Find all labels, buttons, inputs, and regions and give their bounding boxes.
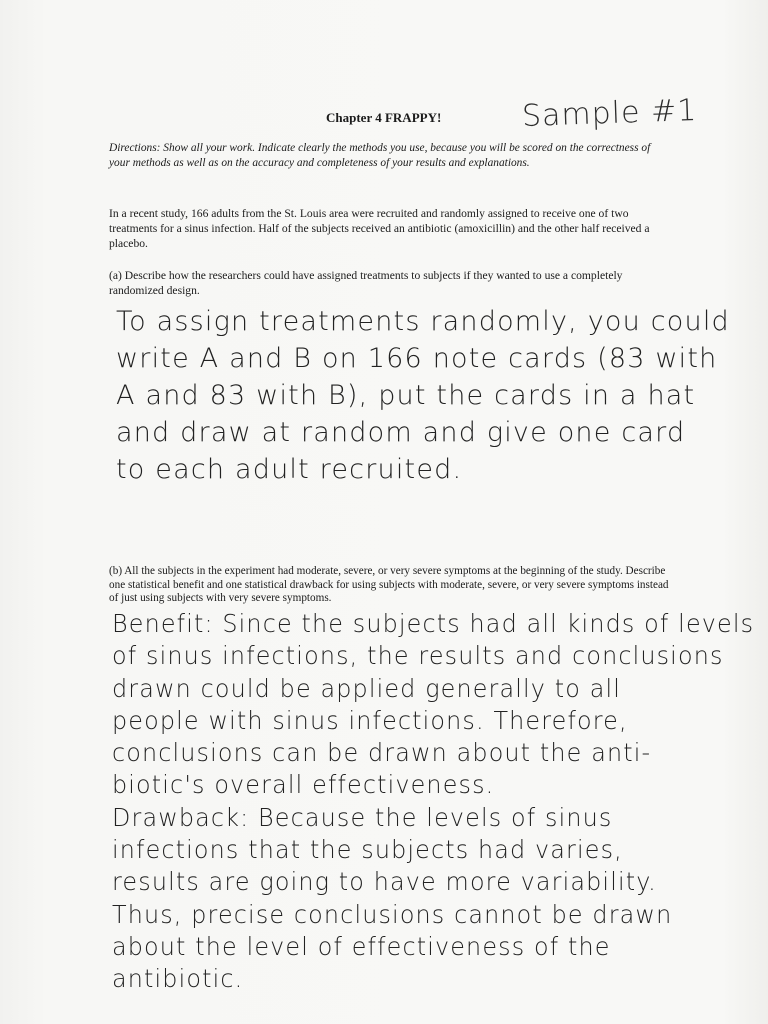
answer-line: conclusions can be drawn about the anti- (112, 738, 652, 768)
intro-paragraph: In a recent study, 166 adults from the St. Louis area were recruited and randomly assigned to receive one of two treatments for a sinus infection. Half of the subjects received an antibiotic (amoxicillin) and the other half received a placebo. (109, 207, 650, 250)
answer-line: biotic's overall effectiveness. (112, 770, 495, 800)
answer-line: and draw at random and give one card (116, 417, 686, 448)
question-a-prompt: (a) Describe how the researchers could have assigned treatments to subjects if they wanted to use a completely randomized design. (109, 269, 623, 297)
page-title: Chapter 4 FRAPPY! (326, 110, 442, 125)
answer-line: To assign treatments randomly, you could (116, 306, 730, 337)
answer-line: of sinus infections, the results and conclusions (112, 641, 724, 671)
answer-line: A and 83 with B), put the cards in a hat (116, 380, 696, 411)
answer-line: Thus, precise conclusions cannot be drawn (112, 899, 673, 929)
question-b-prompt: (b) All the subjects in the experiment had moderate, severe, or very severe symptoms at the beginning of the study. Describe one statistical benefit and one statistical drawback for using subjects with moderate, severe, or very severe symptoms instead of just using subjects with very severe symptoms. (109, 565, 669, 605)
question-a-answer (116, 303, 730, 488)
answer-line: Drawback: Because the levels of sinus (112, 802, 613, 832)
answer-line: to each adult recruited. (116, 454, 463, 485)
answer-line: Benefit: Since the subjects had all kinds of levels (112, 609, 755, 638)
answer-line: infections that the subjects had varies, (112, 835, 623, 865)
question-b-answer (112, 608, 768, 996)
answer-line: antibiotic. (112, 964, 244, 994)
answer-line: about the level of effectiveness of the (112, 931, 611, 961)
answer-line: results are going to have more variability. (112, 867, 657, 897)
answer-line: write A and B on 166 note cards (83 with (116, 343, 718, 374)
sample-number-handwritten: Sample #1 (521, 92, 698, 135)
answer-line: drawn could be applied generally to all (112, 673, 622, 703)
answer-line: people with sinus infections. Therefore, (112, 705, 628, 735)
directions-text: Directions: Show all your work. Indicate clearly the methods you use, because you will be scored on the correctness of your methods as well as on the accuracy and completeness of your results and explanations. (109, 142, 651, 169)
